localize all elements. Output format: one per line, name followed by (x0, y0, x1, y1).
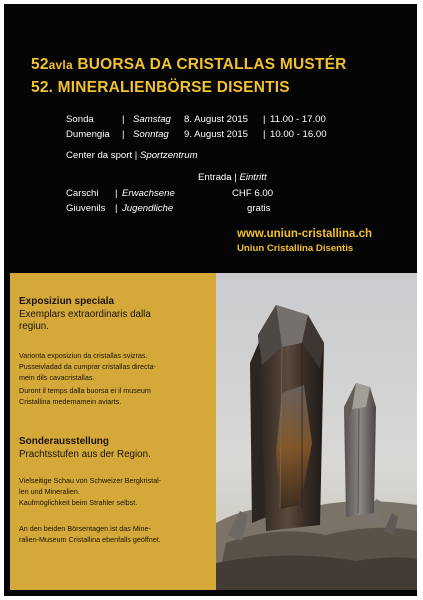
entry-category-de: Erwachsene (122, 188, 175, 199)
separator: | (122, 114, 125, 125)
venue: Center da sport | Sportzentrum (66, 150, 198, 161)
separator: | (263, 129, 266, 140)
exhibit-paragraph-rm-1: Varionta exposiziun da cristallas svizras. Pusseivladad da cumprar cristallas directa- mein dils cavacristallas. (19, 351, 157, 382)
time: 10.00 - 16.00 (270, 129, 327, 140)
website-link[interactable]: www.uniun-cristallina.ch (237, 228, 373, 240)
date: 8. August 2015 (184, 114, 249, 125)
time: 11.00 - 17.00 (270, 114, 326, 125)
separator: | (115, 188, 118, 199)
date: 9. August 2015 (184, 129, 249, 140)
separator: | (122, 129, 125, 140)
exhibit-paragraph-rm-2: Duront il temps dalla buorsa ei il museum Cristallina medemamein aviarts. (19, 386, 151, 406)
exhibit-paragraph-de-1: Vielseitige Schau von Schweizer Bergkristal- len und Mineralien. Kaufmöglichkeit beim Strahler selbst. (19, 476, 162, 507)
entry-header: Entrada | Eintritt (198, 172, 267, 183)
organizer: Uniun Cristallina Disentis (237, 243, 354, 254)
title-german: 52. MINERALIENBÖRSE DISENTIS (31, 79, 290, 96)
crystal-photo (216, 273, 417, 590)
entry-category-rm: Carschi (66, 188, 99, 199)
exhibit-paragraph-de-2: An den beiden Börsentagen ist das Mine- ralien-Museum Cristallina ebenfalls geöffnet. (19, 524, 161, 544)
title-romansh: 52avla BUORSA DA CRISTALLAS MUSTÉR (31, 56, 347, 73)
exhibit-heading-rm: Exposiziun speciala (19, 296, 115, 307)
entry-price: gratis (247, 203, 271, 214)
poster (4, 4, 417, 596)
day-rm: Dumengia (66, 129, 110, 140)
day-rm: Sonda (66, 114, 94, 125)
entry-category-de: Jugendliche (122, 203, 174, 214)
separator: | (263, 114, 266, 125)
exhibit-subheading-rm: Exemplars extraordinaris dalla regiun. (19, 309, 151, 332)
exhibit-subheading-de: Prachtsstufen aus der Region. (19, 449, 151, 460)
entry-category-rm: Giuvenils (66, 203, 106, 214)
day-de: Sonntag (133, 129, 169, 140)
entry-price: CHF 6.00 (232, 188, 274, 199)
separator: | (115, 203, 118, 214)
exhibit-panel (10, 273, 216, 590)
exhibit-heading-de: Sonderausstellung (19, 436, 110, 447)
day-de: Samstag (133, 114, 171, 125)
